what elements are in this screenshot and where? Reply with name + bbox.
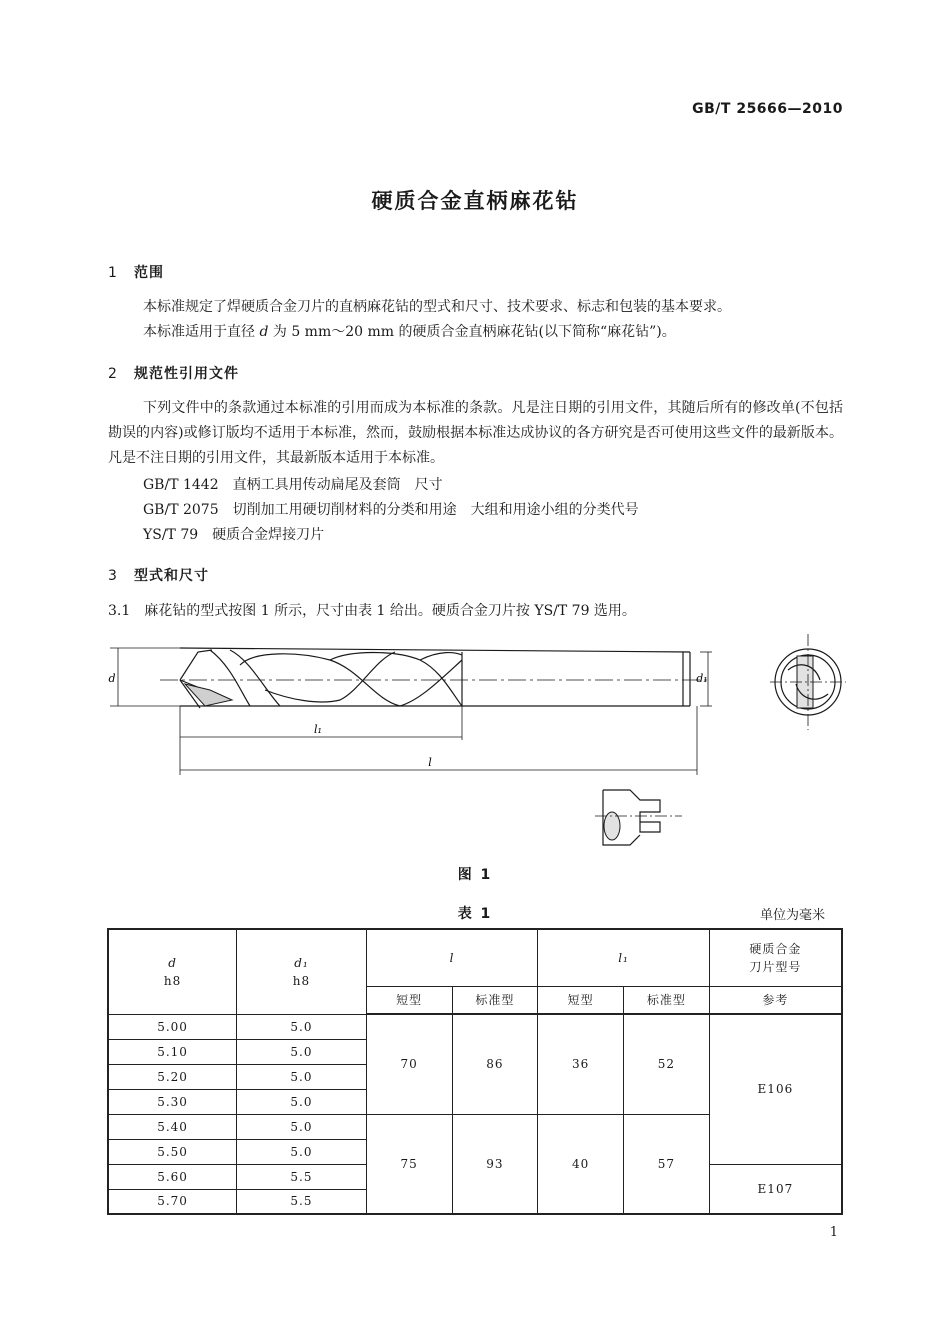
section-number: 1 <box>108 265 118 281</box>
cell-d1: 5.0 <box>237 1014 367 1039</box>
cell-d: 5.30 <box>108 1089 237 1114</box>
text-run: 本标准适用于直径 <box>143 324 260 340</box>
cell-l1-standard: 52 <box>624 1014 710 1114</box>
cell-insert: E106 <box>709 1014 842 1164</box>
header-insert <box>709 929 842 986</box>
section-1-heading <box>108 262 164 282</box>
page-number: 1 <box>829 1225 838 1240</box>
header-l1-standard: 标准型 <box>624 986 710 1014</box>
header-d1 <box>237 929 367 1014</box>
header-d-tolerance: h8 <box>163 973 182 988</box>
section-number: 2 <box>108 366 118 382</box>
reference-item <box>143 499 639 519</box>
header-l-standard: 标准型 <box>452 986 538 1014</box>
drill-point-top <box>180 650 212 680</box>
header-l-short: 短型 <box>366 986 452 1014</box>
section-3-paragraph-1: 3.1 麻花钻的型式按图 1 所示，尺寸由表 1 给出。硬质合金刀片按 YS/T 79 选用。 <box>108 603 636 619</box>
label-d1: d₁ <box>696 672 708 685</box>
header-d1-tolerance: h8 <box>292 973 311 988</box>
table-row <box>108 1014 842 1039</box>
text-run: 为 5 mm～20 mm 的硬质合金直柄麻花钻(以下简称“麻花钻”)。 <box>268 324 676 340</box>
section-1-paragraph-2 <box>108 320 843 345</box>
header-d1-symbol: d₁ <box>294 955 309 970</box>
section-3-heading <box>108 565 209 585</box>
section-title: 规范性引用文件 <box>134 366 239 382</box>
cell-d1: 5.0 <box>237 1089 367 1114</box>
dimension-table <box>107 928 843 1215</box>
cell-insert: E107 <box>709 1164 842 1214</box>
cell-d1: 5.5 <box>237 1164 367 1189</box>
section-title: 型式和尺寸 <box>134 568 209 584</box>
reference-item <box>143 524 324 544</box>
section-2-paragraph-1: 下列文件中的条款通过本标准的引用而成为本标准的条款。凡是注日期的引用文件，其随后所有的修改单(不包括勘误的内容)或修订版均不适用于本标准，然而，鼓励根据本标准达成协议的各方研究是否可使用这些文件的最新版本。凡是不注日期的引用文件，其最新版本适用于本标准。 <box>108 400 843 466</box>
cell-l-standard: 86 <box>452 1014 538 1114</box>
header-reference: 参考 <box>709 986 842 1014</box>
table-unit: 单位为毫米 <box>759 908 825 923</box>
figure-caption: 图 1 <box>457 867 493 883</box>
cell-d: 5.10 <box>108 1039 237 1064</box>
reference-code: YS/T 79 <box>143 527 199 543</box>
cell-l1-short: 36 <box>538 1014 624 1114</box>
reference-item <box>143 474 443 494</box>
cell-l-short: 75 <box>366 1114 452 1214</box>
reference-name: 直柄工具用传动扁尾及套筒 尺寸 <box>232 477 443 493</box>
reference-name: 硬质合金焊接刀片 <box>212 527 325 543</box>
header-d <box>108 929 237 1014</box>
section-number: 3 <box>108 568 118 584</box>
cell-l1-short: 40 <box>538 1114 624 1214</box>
header-d-symbol: d <box>168 955 177 970</box>
cell-d: 5.50 <box>108 1139 237 1164</box>
flute-line <box>330 653 462 707</box>
end-view <box>770 634 846 730</box>
drill-outline-top <box>180 648 690 652</box>
label-d: d <box>108 672 116 685</box>
cell-d: 5.20 <box>108 1064 237 1089</box>
carbide-insert <box>185 684 232 706</box>
standard-number: GB/T 25666—2010 <box>692 101 843 117</box>
document-title: 硬质合金直柄麻花钻 <box>371 189 579 213</box>
header-l1-short: 短型 <box>538 986 624 1014</box>
section-1-paragraph-1: 本标准规定了焊硬质合金刀片的直柄麻花钻的型式和尺寸、技术要求、标志和包装的基本要求。 <box>143 299 731 315</box>
cell-l-standard: 93 <box>452 1114 538 1214</box>
table-caption: 表 1 <box>457 906 493 922</box>
header-l: l <box>366 929 538 986</box>
flute-line <box>420 653 462 660</box>
reference-code: GB/T 1442 <box>143 477 219 493</box>
section-title: 范围 <box>134 265 164 281</box>
cell-d1: 5.5 <box>237 1189 367 1214</box>
cell-d1: 5.0 <box>237 1039 367 1064</box>
cell-l-short: 70 <box>366 1014 452 1114</box>
cell-d: 5.60 <box>108 1164 237 1189</box>
cell-d1: 5.0 <box>237 1114 367 1139</box>
tang-detail <box>595 790 682 845</box>
cell-d: 5.00 <box>108 1014 237 1039</box>
header-insert-line1: 硬质合金 <box>749 941 802 956</box>
reference-name: 切削加工用硬切削材料的分类和用途 大组和用途小组的分类代号 <box>232 502 639 518</box>
label-l1: l₁ <box>314 723 322 736</box>
header-insert-line2: 刀片型号 <box>749 959 802 974</box>
cell-d1: 5.0 <box>237 1139 367 1164</box>
flute-line <box>230 650 280 706</box>
reference-code: GB/T 2075 <box>143 502 219 518</box>
section-2-heading <box>108 363 239 383</box>
cell-d: 5.40 <box>108 1114 237 1139</box>
cell-d1: 5.0 <box>237 1064 367 1089</box>
variable-d: d <box>259 324 269 340</box>
label-l: l <box>428 756 432 769</box>
cell-l1-standard: 57 <box>624 1114 710 1214</box>
drill-drawing <box>0 620 950 860</box>
header-l1: l₁ <box>538 929 710 986</box>
cell-d: 5.70 <box>108 1189 237 1214</box>
